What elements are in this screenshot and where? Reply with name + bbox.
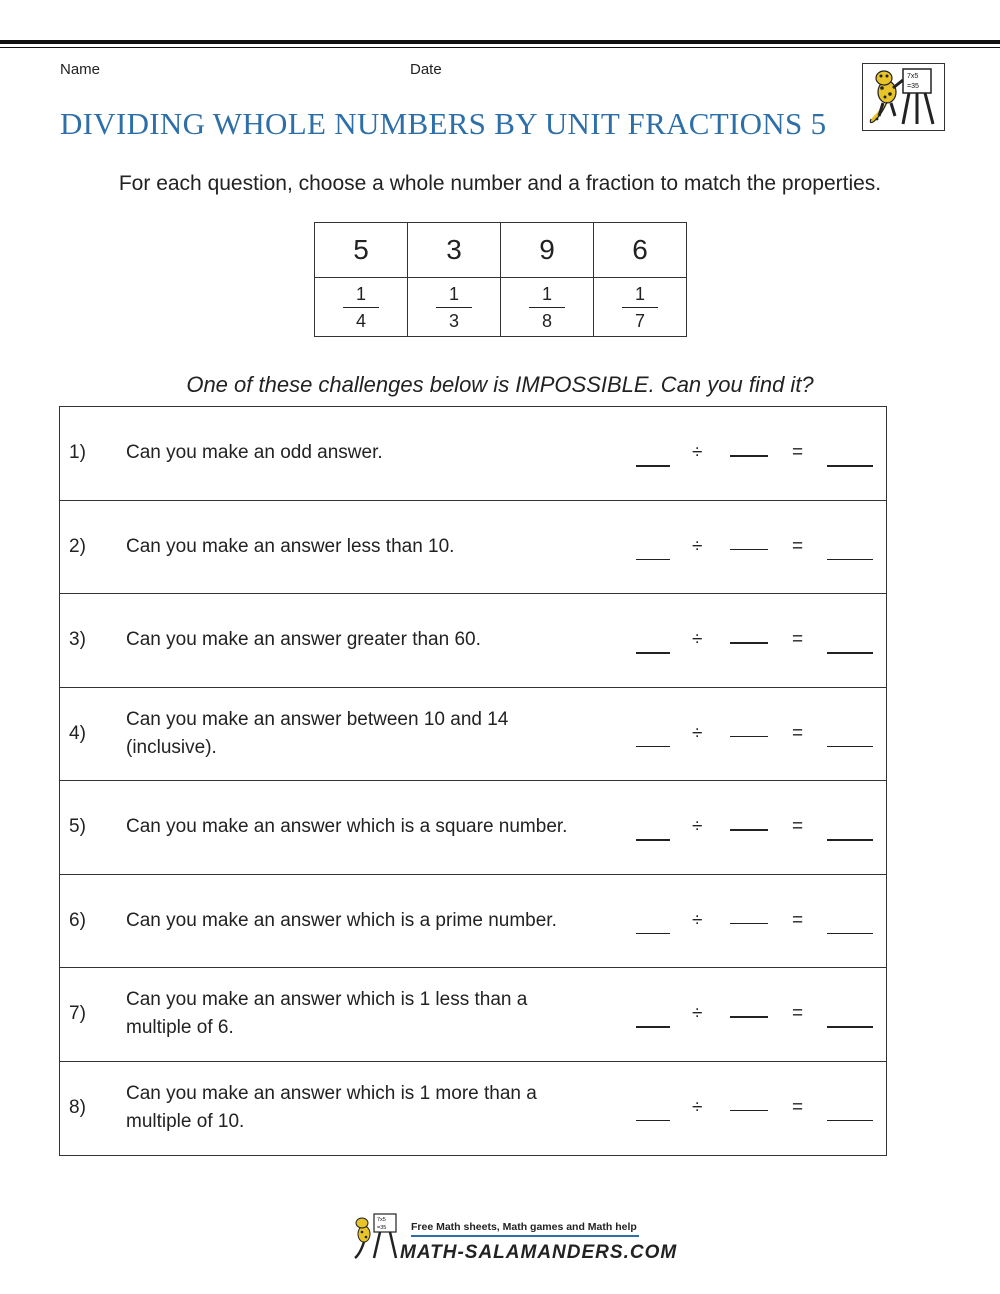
salamander-logo [862,63,945,131]
equals-sign: = [792,442,804,463]
fraction-cell [408,278,501,337]
question-text: Can you make an answer greater than 60. [126,629,481,651]
fraction-blank[interactable] [730,1110,768,1112]
fraction-blank[interactable] [730,736,768,738]
fraction-blank[interactable] [730,923,768,925]
question-number: 2) [69,535,86,557]
svg-text:=35: =35 [377,1225,387,1231]
question-number: 3) [69,629,86,651]
answer-blank[interactable] [827,1026,873,1028]
divide-sign: ÷ [692,629,703,650]
equals-sign: = [792,722,804,744]
fraction-numerator: 1 [529,283,565,308]
fraction-cell [501,278,594,337]
equals-sign: = [792,1096,804,1118]
question-row [60,501,886,595]
whole-number-cell: 3 [408,223,501,278]
divide-sign: ÷ [692,442,703,463]
whole-number-blank[interactable] [636,839,670,841]
footer-tagline: Free Math sheets, Math games and Math help [411,1221,637,1233]
fraction-denominator: 8 [541,310,552,331]
equals-sign: = [792,816,804,837]
divide-sign: ÷ [692,816,703,837]
divide-sign: ÷ [692,1003,703,1024]
date-label: Date [410,61,442,78]
salamander-icon [863,64,944,130]
question-text: Can you make an answer which is 1 less than a multiple of 6. [126,989,528,1039]
equals-sign: = [792,535,804,557]
fraction-cell [594,278,687,337]
question-number: 6) [69,909,86,931]
top-rule [0,40,1000,44]
question-row [60,1062,886,1156]
answer-blank[interactable] [827,1120,873,1122]
question-text: Can you make an answer which is a prime number. [126,909,557,931]
questions-table [59,406,887,1156]
equals-sign: = [792,629,804,650]
question-row [60,968,886,1062]
salamander-footer-icon [352,1212,678,1264]
name-label: Name [60,61,101,78]
whole-number-blank[interactable] [636,1120,670,1122]
answer-blank[interactable] [827,465,873,467]
question-row [60,407,886,501]
challenge-text: One of these challenges below is IMPOSSIBLE. Can you find it? [186,372,814,397]
footer-logo [352,1212,678,1264]
question-text: Can you make an answer less than 10. [126,535,455,557]
whole-number-cell: 5 [315,223,408,278]
answer-blank[interactable] [827,839,873,841]
question-number: 4) [69,722,86,744]
fraction-blank[interactable] [730,455,768,457]
question-text: Can you make an answer which is a square number. [126,816,568,838]
top-rule-thin [0,47,1000,48]
answer-blank[interactable] [827,746,873,748]
question-number: 1) [69,442,86,464]
question-number: 7) [69,1003,86,1025]
equals-sign: = [792,909,804,931]
svg-text:7x5: 7x5 [377,1217,386,1223]
question-row [60,688,886,782]
whole-number-cell: 9 [501,223,594,278]
fraction-numerator: 1 [622,283,658,308]
whole-number-blank[interactable] [636,1026,670,1028]
fraction-numerator: 1 [343,283,379,308]
fraction-denominator: 7 [634,310,645,331]
whole-number-blank[interactable] [636,652,670,654]
question-row [60,781,886,875]
whole-number-blank[interactable] [636,746,670,748]
divide-sign: ÷ [692,909,703,931]
fraction-blank[interactable] [730,549,768,551]
question-number: 5) [69,816,86,838]
whole-number-cell: 6 [594,223,687,278]
choices-table [314,222,687,337]
badge-text-line1: 7x5 [907,73,919,80]
badge-text-line2: =35 [907,83,919,90]
question-text: Can you make an odd answer. [126,442,383,464]
fraction-blank[interactable] [730,1016,768,1018]
question-text: Can you make an answer which is 1 more than a multiple of 10. [126,1083,537,1133]
fraction-denominator: 4 [355,310,366,331]
divide-sign: ÷ [692,535,703,557]
question-number: 8) [69,1097,86,1119]
fraction-blank[interactable] [730,829,768,831]
whole-number-blank[interactable] [636,465,670,467]
fraction-blank[interactable] [730,642,768,644]
question-text: Can you make an answer between 10 and 14 (inclusive). [126,708,509,758]
footer-site-name: MATH-SALAMANDERS.COM [400,1242,678,1263]
divide-sign: ÷ [692,1096,703,1118]
whole-number-blank[interactable] [636,933,670,935]
fraction-denominator: 3 [448,310,459,331]
fraction-numerator: 1 [436,283,472,308]
equals-sign: = [792,1003,804,1024]
worksheet-title: DIVIDING WHOLE NUMBERS BY UNIT FRACTIONS 5 [60,106,827,141]
whole-number-blank[interactable] [636,559,670,561]
question-row [60,594,886,688]
answer-blank[interactable] [827,559,873,561]
instructions: For each question, choose a whole number and a fraction to match the properties. [118,172,882,195]
fraction-cell [315,278,408,337]
answer-blank[interactable] [827,652,873,654]
divide-sign: ÷ [692,722,703,744]
answer-blank[interactable] [827,933,873,935]
question-row [60,875,886,969]
